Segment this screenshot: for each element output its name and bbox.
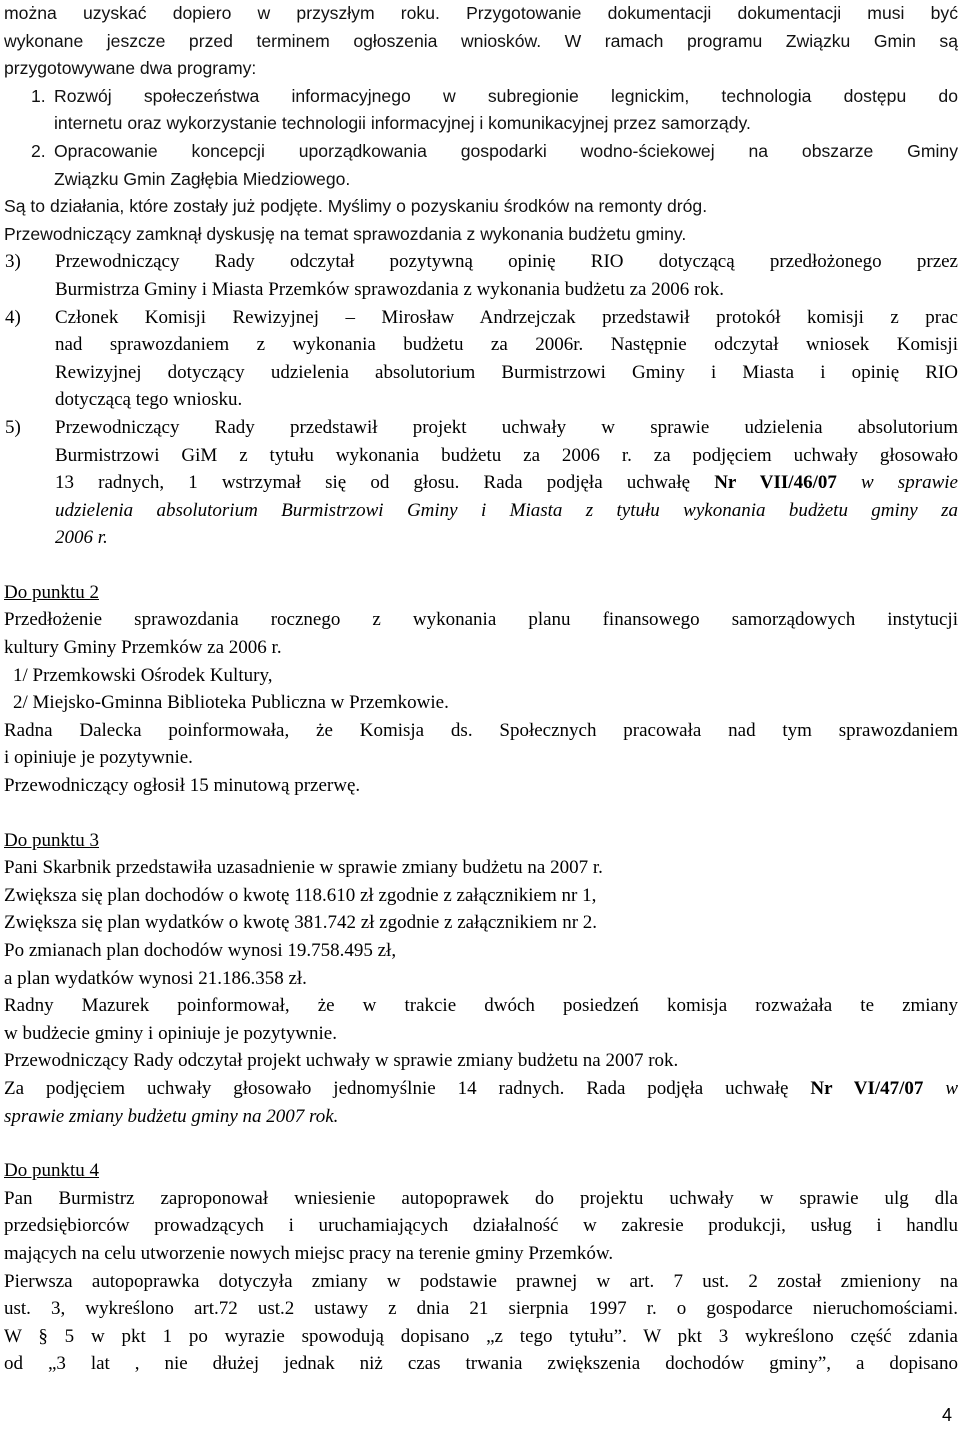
text-line: Rozwój społeczeństwa informacyjnego w subregionie legnickim, technologia dostępu do xyxy=(54,85,958,106)
text-line: Członek Komisji Rewizyjnej – Mirosław Andrzejczak przedstawił protokół komisji z prac xyxy=(55,306,958,328)
text-line: Są to działania, które zostały już podjęte. Myślimy o pozyskaniu środków na remonty dróg. xyxy=(4,196,708,217)
item-number: 4) xyxy=(5,306,21,328)
text-line xyxy=(4,1103,958,1131)
text-line: internetu oraz wykorzystanie technologii informacyjnej i komunikacyjnej przez samorządy. xyxy=(54,113,751,134)
text-line: Pani Skarbnik przedstawiła uzasadnienie w sprawie zmiany budżetu na 2007 r. xyxy=(4,857,603,879)
text-line: Radna Dalecka poinformowała, że Komisja ds. Społecznych pracowała nad tym sprawozdaniem xyxy=(4,719,958,741)
text-line: Przewodniczący Rady odczytał pozytywną opinię RIO dotyczącą przedłożonego przez xyxy=(55,251,958,273)
text-line: Zwiększa się plan dochodów o kwotę 118.610 zł zgodnie z załącznikiem nr 1, xyxy=(4,884,597,906)
program-number: 1. xyxy=(31,85,46,106)
agenda-item xyxy=(4,304,958,414)
text-run-italic: 2006 r. xyxy=(55,527,108,549)
text-line: Pan Burmistrz zaproponował wniesienie autopoprawek do projektu uchwały w sprawie ulg dla xyxy=(4,1187,958,1209)
section-heading xyxy=(4,579,958,607)
text-line: kultury Gminy Przemków za 2006 r. xyxy=(4,637,282,659)
text-line: Radny Mazurek poinformował, że w trakcie dwóch posiedzeń komisja rozważała te zmiany xyxy=(4,995,958,1017)
program-item xyxy=(4,138,958,193)
document-page xyxy=(4,0,958,1378)
section-heading-text: Do punktu 3 xyxy=(4,829,99,851)
list-item: 2/ Miejsko-Gminna Biblioteka Publiczna w Przemkowie. xyxy=(13,692,449,714)
text-run-italic: w xyxy=(923,1077,958,1099)
resolution-number: Nr VII/46/07 xyxy=(714,472,837,494)
text-line: Pierwsza autopoprawka dotyczyła zmiany w podstawie prawnej w art. 7 ust. 2 został zmieniony na xyxy=(4,1270,958,1292)
text-line: W § 5 w pkt 1 po wyrazie spowodują dopisano „z tego tytułu”. W pkt 3 wykreślono część zdania xyxy=(4,1325,958,1347)
text-line: i opiniuje je pozytywnie. xyxy=(4,747,193,769)
text-line: Burmistrza Gminy i Miasta Przemków sprawozdania z wykonania budżetu za 2006 rok. xyxy=(55,278,725,300)
text-run-italic: udzielenia absolutorium Burmistrzowi Gminy i Miasta z tytułu wykonania budżetu gminy za xyxy=(55,499,958,521)
text-run-italic: sprawie zmiany budżetu gminy na 2007 rok. xyxy=(4,1105,339,1127)
text-line: Przewodniczący Rady odczytał projekt uchwały w sprawie zmiany budżetu na 2007 rok. xyxy=(4,1050,679,1072)
text-line: ust. 3, wykreślono art.72 ust.2 ustawy z dnia 21 sierpnia 1997 r. o gospodarce nieruchomościami. xyxy=(4,1298,958,1320)
section-heading xyxy=(4,1157,958,1185)
page-number: 4 xyxy=(941,1405,952,1425)
text-line: przedsiębiorców prowadzących i uruchamiających działalność w zakresie produkcji, usług i handlu xyxy=(4,1215,958,1237)
text-line: wykonane jeszcze przed terminem ogłoszenia wniosków. W ramach programu Związku Gmin są xyxy=(4,30,958,51)
text-line: Burmistrzowi GiM z tytułu wykonania budżetu za 2006 r. za podjęciem uchwały głosowało xyxy=(55,444,958,466)
text-run-italic: w sprawie xyxy=(836,472,958,494)
text-line: dotyczącą tego wniosku. xyxy=(55,389,243,411)
text-line: Przewodniczący Rady przedstawił projekt uchwały w sprawie udzielenia absolutorium xyxy=(55,416,958,438)
item-number: 3) xyxy=(5,251,21,273)
text-line: Zwiększa się plan wydatków o kwotę 381.742 zł zgodnie z załącznikiem nr 2. xyxy=(4,912,598,934)
text-line xyxy=(4,1075,958,1103)
agenda-item xyxy=(4,248,958,303)
text-line: od „3 lat , nie dłużej jednak niż czas trwania zwiększenia dochodów gminy”, a dopisano xyxy=(4,1353,958,1375)
text-line: Opracowanie koncepcji uporządkowania gospodarki wodno-ściekowej na obszarze Gminy xyxy=(54,140,958,161)
text-line: można uzyskać dopiero w przyszłym roku. Przygotowanie dokumentacji dokumentacji musi być xyxy=(4,3,958,23)
resolution-number: Nr VI/47/07 xyxy=(810,1077,924,1099)
item-number: 5) xyxy=(5,416,21,438)
text-line: mających na celu utworzenie nowych miejsc pracy na terenie gminy Przemków. xyxy=(4,1242,614,1264)
list-item: 1/ Przemkowski Ośrodek Kultury, xyxy=(13,664,273,686)
text-line: przygotowywane dwa programy: xyxy=(4,58,257,79)
program-number: 2. xyxy=(31,140,46,161)
text-line: a plan wydatków wynosi 21.186.358 zł. xyxy=(4,967,307,989)
text-line: Przewodniczący ogłosił 15 minutową przerwę. xyxy=(4,775,361,797)
text-line: Przewodniczący zamknął dyskusję na temat sprawozdania z wykonania budżetu gminy. xyxy=(4,223,687,244)
text-line xyxy=(55,497,958,525)
section-heading-text: Do punktu 4 xyxy=(4,1160,99,1182)
text-line: Po zmianach plan dochodów wynosi 19.758.495 zł, xyxy=(4,940,397,961)
text-line xyxy=(55,469,958,497)
intro-block xyxy=(4,0,958,248)
text-line: Przedłożenie sprawozdania rocznego z wykonania planu finansowego samorządowych instytucji xyxy=(4,609,958,631)
text-run: Za podjęciem uchwały głosowało jednomyślnie 14 radnych. Rada podjęła uchwałę xyxy=(4,1077,811,1099)
text-line: Rewizyjnej dotyczący udzielenia absolutorium Burmistrzowi Gminy i Miasta i opinię RIO xyxy=(55,361,958,383)
text-line: w budżecie gminy i opiniuje je pozytywnie. xyxy=(4,1022,337,1044)
text-line: Związku Gmin Zagłębia Miedziowego. xyxy=(54,168,351,189)
section-heading xyxy=(4,827,958,855)
agenda-item xyxy=(4,414,958,552)
section-heading-text: Do punktu 2 xyxy=(4,581,99,603)
text-run: 13 radnych, 1 wstrzymał się od głosu. Rada podjęła uchwałę xyxy=(55,472,715,494)
program-item xyxy=(4,83,958,138)
text-line: nad sprawozdaniem z wykonania budżetu za 2006r. Następnie odczytał wniosek Komisji xyxy=(55,334,958,356)
text-line xyxy=(55,524,958,552)
